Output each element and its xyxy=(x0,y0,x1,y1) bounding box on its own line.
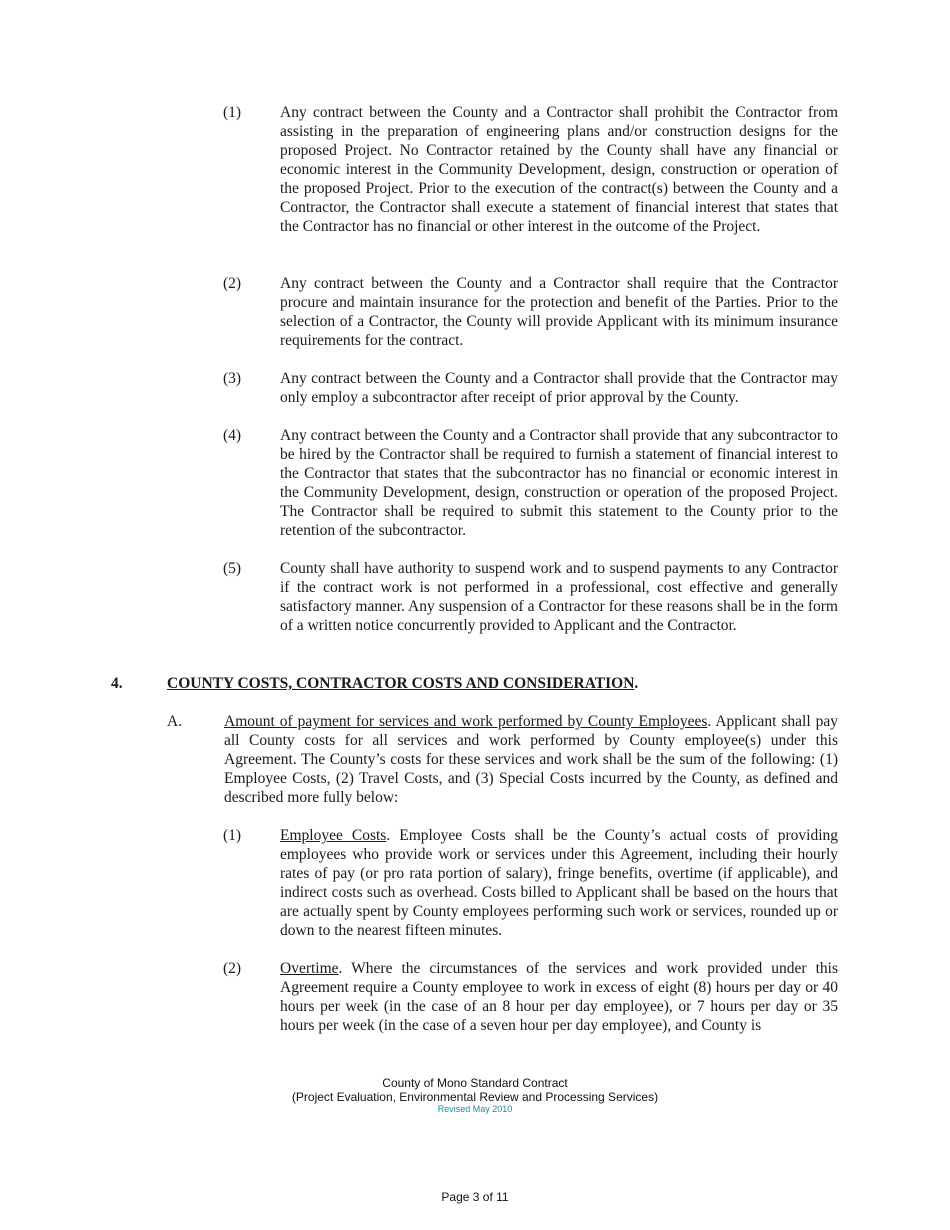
section-4-heading xyxy=(167,674,827,693)
cost-item-1-number: (1) xyxy=(223,827,242,844)
item-5-text: County shall have authority to suspend work and to suspend payments to any Contractor if the contract work is not performed in a professional, cost effective and generally satisfactory manner. Any suspension of a Contractor for these reasons shall be in the form of a written notice concurrently provided to Applicant and the Contractor. xyxy=(280,560,838,634)
footer-contract-title: County of Mono Standard Contract xyxy=(382,1076,568,1090)
section-4-number: 4. xyxy=(111,675,123,692)
footer-contract-subtitle: (Project Evaluation, Environmental Review and Processing Services) xyxy=(291,1090,659,1104)
item-5-number: (5) xyxy=(223,560,242,577)
footer-revised-date: Revised May 2010 xyxy=(437,1104,513,1114)
section-4-heading-period: . xyxy=(634,675,639,692)
cost-item-2-text xyxy=(280,959,838,1035)
cost-item-2-body: . Where the circumstances of the services and work provided under this Agreement require a County employee to work in excess of eight (8) hours per day or 40 hours per week (in the case of an 8 hour per day employee), or 7 hours per day or 35 hours per week (in the case of a seven hour per day employee), and County is xyxy=(280,960,838,1034)
section-4-heading-text: COUNTY COSTS, CONTRACTOR COSTS AND CONSIDERATION xyxy=(167,675,635,692)
subsection-a-body: . Applicant shall pay all County costs for all services and work performed by County employee(s) under this Agreement. The County’s costs for these services and work shall be the sum of the following: (1) Employee Costs, (2) Travel Costs, and (3) Special Costs incurred by the County, as defined and described more fully below: xyxy=(224,713,838,806)
page-number: Page 3 of 11 xyxy=(441,1190,509,1204)
item-4-text: Any contract between the County and a Contractor shall provide that any subcontractor to be hired by the Contractor shall be required to furnish a statement of financial interest to the Contractor that states that the subcontractor has no financial or economic interest in the Community Development, design, construction or operation of the proposed Project. The Contractor shall be required to submit this statement to the County prior to the retention of the subcontractor. xyxy=(280,427,838,539)
item-4-number: (4) xyxy=(223,427,242,444)
item-1-number: (1) xyxy=(223,104,242,121)
cost-item-2-number: (2) xyxy=(223,960,242,977)
item-1-text: Any contract between the County and a Contractor shall prohibit the Contractor from assisting in the preparation of engineering plans and/or construction designs for the proposed Project. No Contractor retained by the County shall have any financial or economic interest in the Community Development, design, construction or operation of the proposed Project. Prior to the execution of the contract(s) between the County and a Contractor, the Contractor shall execute a statement of financial interest that states that the Contractor has no financial or other interest in the outcome of the Project. xyxy=(280,104,838,235)
cost-item-2-heading: Overtime xyxy=(280,960,339,977)
item-2-number: (2) xyxy=(223,275,242,292)
item-2-text: Any contract between the County and a Contractor shall require that the Contractor procure and maintain insurance for the protection and benefit of the Parties. Prior to the selection of a Contractor, the County will provide Applicant with its minimum insurance requirements for the contract. xyxy=(280,275,838,349)
subsection-a-text xyxy=(224,712,838,807)
subsection-a-number: A. xyxy=(167,713,183,730)
cost-item-1-text xyxy=(280,826,838,940)
item-3-text: Any contract between the County and a Contractor shall provide that the Contractor may only employ a subcontractor after receipt of prior approval by the County. xyxy=(280,370,838,406)
cost-item-1-heading: Employee Costs xyxy=(280,827,387,844)
cost-item-1-body: . Employee Costs shall be the County’s actual costs of providing employees who provide work or services under this Agreement, including their hourly rates of pay (or pro rata portion of salary), fringe benefits, overtime (if applicable), and indirect costs such as overhead. Costs billed to Applicant shall be based on the hours that are actually spent by County employees performing such work or services, rounded up or down to the nearest fifteen minutes. xyxy=(280,827,838,939)
subsection-a-heading: Amount of payment for services and work performed by County Employees xyxy=(224,713,708,730)
item-3-number: (3) xyxy=(223,370,242,387)
